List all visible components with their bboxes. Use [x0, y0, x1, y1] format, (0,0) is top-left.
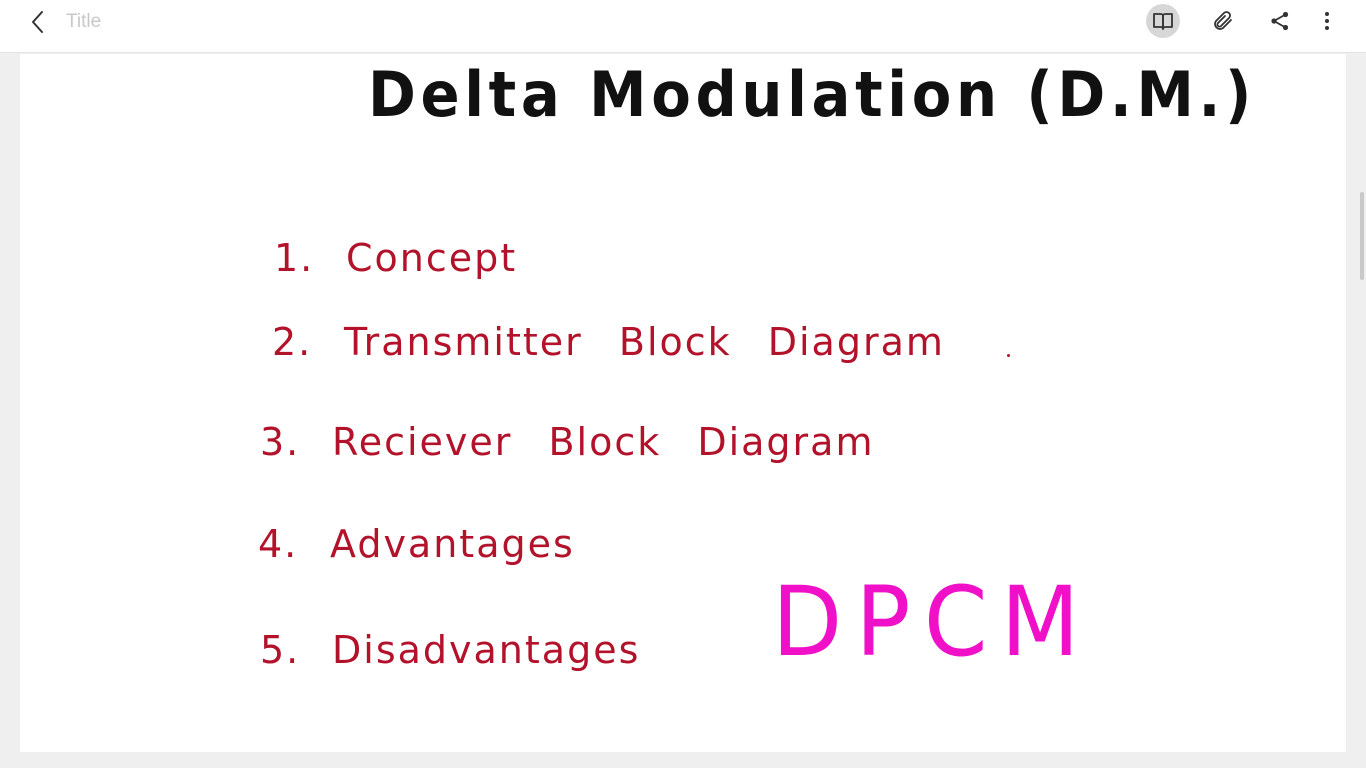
topic-label: Concept [346, 236, 518, 280]
note-heading: Delta Modulation (D.M.) [368, 58, 1257, 131]
paperclip-icon [1211, 9, 1235, 33]
side-label: DPCM [772, 566, 1093, 678]
topic-label: Advantages [330, 522, 575, 566]
topic-number: 1. [274, 236, 315, 280]
topic-item [272, 320, 945, 364]
ink-dot [1007, 354, 1010, 357]
topic-label: Reciever Block Diagram [332, 420, 875, 464]
more-vertical-icon [1324, 10, 1330, 32]
vertical-scrollbar[interactable] [1360, 192, 1364, 280]
back-button[interactable] [22, 6, 54, 38]
share-button[interactable] [1263, 4, 1297, 38]
book-icon [1151, 9, 1175, 33]
topic-item [260, 628, 640, 672]
top-toolbar [0, 0, 1366, 53]
topic-item [274, 236, 517, 280]
topic-number: 5. [260, 628, 301, 672]
topic-number: 3. [260, 420, 301, 464]
topic-item [260, 420, 874, 464]
topic-label: Disadvantages [332, 628, 641, 672]
topic-item [258, 522, 575, 566]
reader-mode-button[interactable] [1146, 4, 1180, 38]
more-options-button[interactable] [1310, 4, 1344, 38]
topic-number: 4. [258, 522, 299, 566]
note-canvas[interactable] [20, 54, 1346, 752]
title-input[interactable] [64, 8, 368, 36]
share-icon [1269, 10, 1291, 32]
topic-label: Transmitter Block Diagram [344, 320, 945, 364]
chevron-left-icon [27, 9, 49, 35]
attach-button[interactable] [1206, 4, 1240, 38]
topic-number: 2. [272, 320, 313, 364]
